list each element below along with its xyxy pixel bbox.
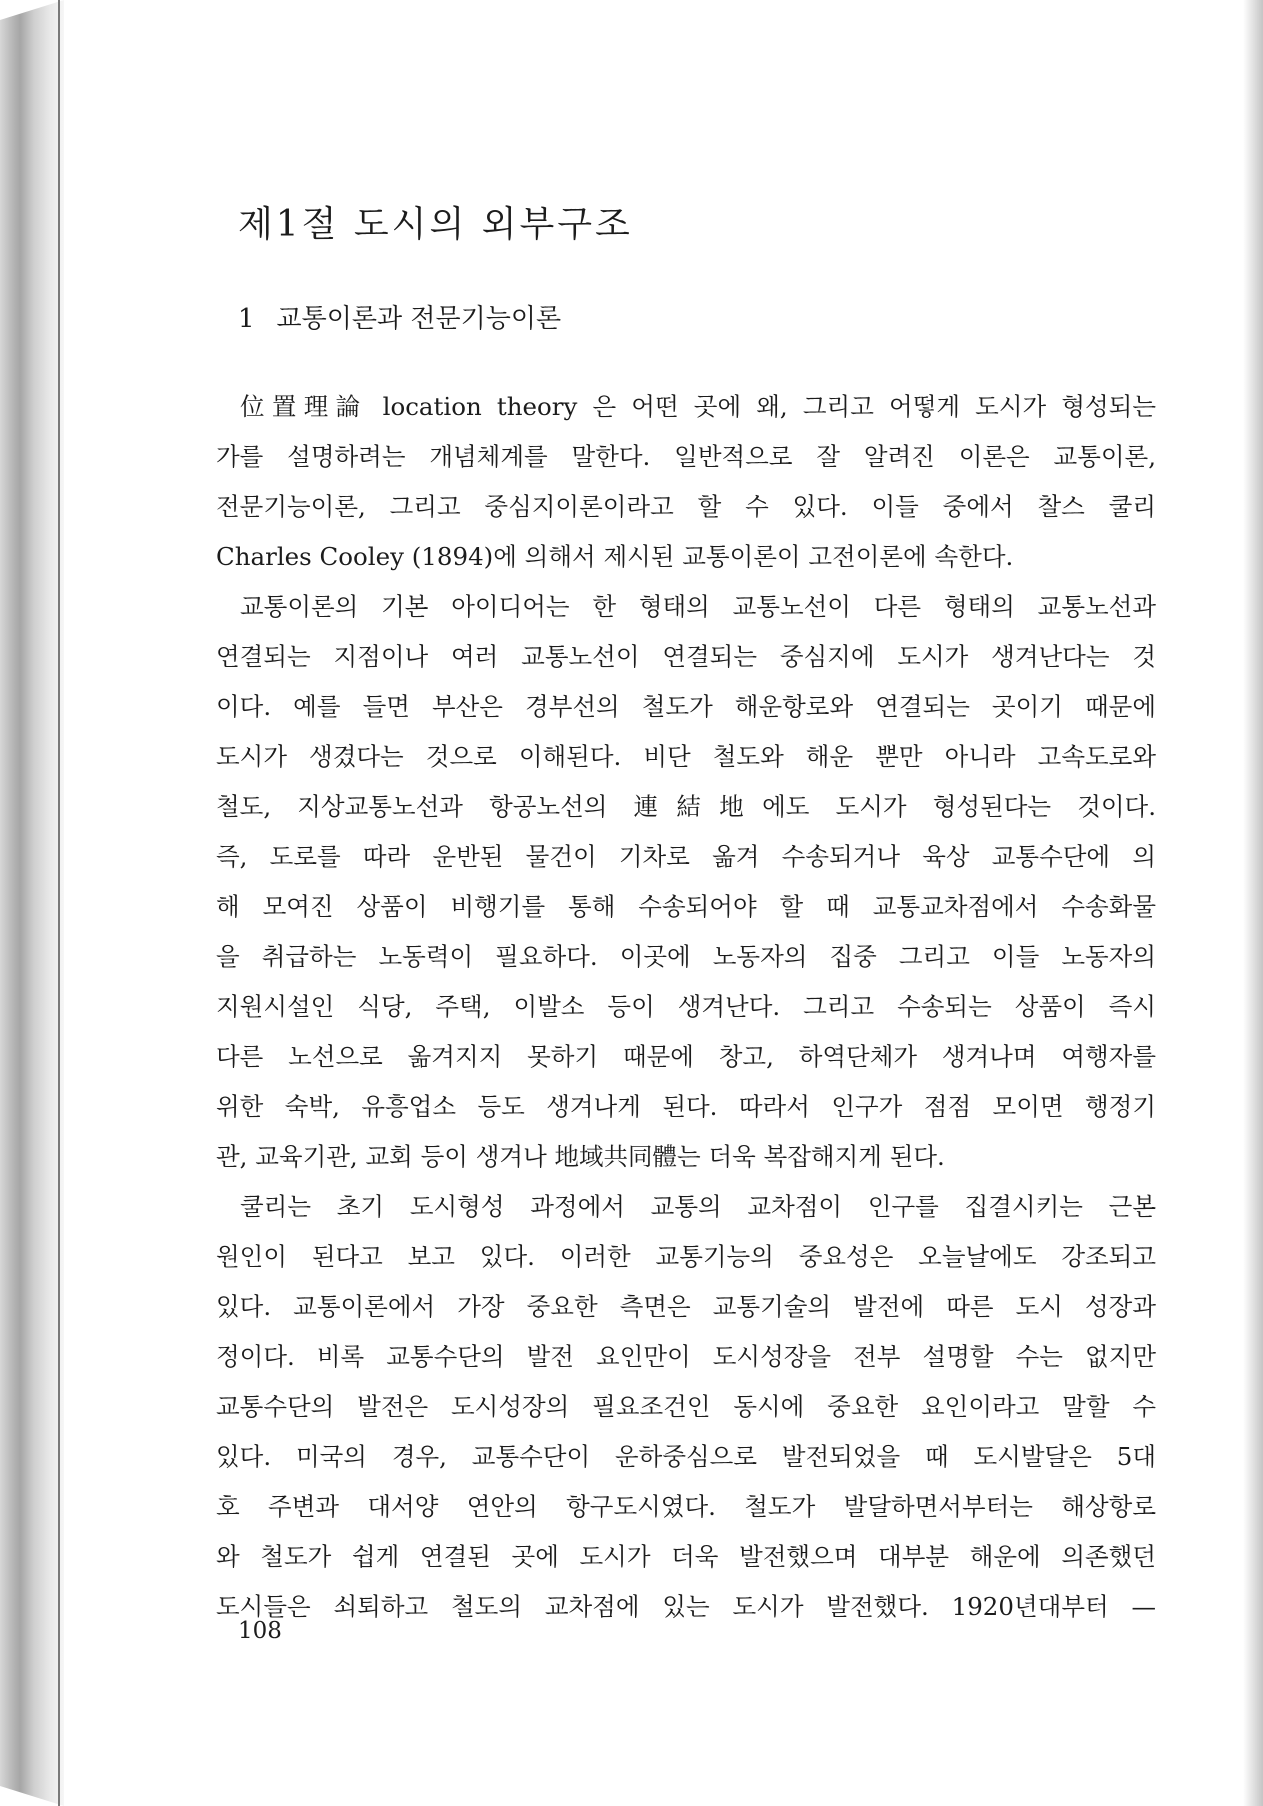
text-line: 와 철도가 쉽게 연결된 곳에 도시가 더욱 발전했으며 대부분 해운에 의존했던 [216, 1542, 1156, 1571]
text-line: 位置理論 location theory 은 어떤 곳에 왜, 그리고 어떻게 도시가 형성되는 [240, 392, 1156, 421]
text-line: 있다. 교통이론에서 가장 중요한 측면은 교통기술의 발전에 따른 도시 성장과 [216, 1292, 1156, 1321]
text-line: 도시가 생겼다는 것으로 이해된다. 비단 철도와 해운 뿐만 아니라 고속도로와 [216, 742, 1156, 771]
section-number: 1 [238, 304, 255, 334]
text-line: 원인이 된다고 보고 있다. 이러한 교통기능의 중요성은 오늘날에도 강조되고 [216, 1242, 1156, 1271]
text-line: 다른 노선으로 옮겨지지 못하기 때문에 창고, 하역단체가 생겨나며 여행자를 [216, 1042, 1156, 1071]
body-text [216, 382, 1156, 1632]
text-line: 있다. 미국의 경우, 교통수단이 운하중심으로 발전되었을 때 도시발달은 5대 [216, 1442, 1156, 1471]
section-heading [238, 298, 561, 335]
section-title: 교통이론과 전문기능이론 [276, 304, 562, 334]
text-line: 관, 교육기관, 교회 등이 생겨나 地域共同體는 더욱 복잡해지게 된다. [216, 1142, 945, 1171]
text-line: 호 주변과 대서양 연안의 항구도시였다. 철도가 발달하면서부터는 해상항로 [216, 1492, 1156, 1521]
text-line: 철도, 지상교통노선과 항공노선의 連結地에도 도시가 형성된다는 것이다. [216, 792, 1156, 821]
text-line: 교통수단의 발전은 도시성장의 필요조건인 동시에 중요한 요인이라고 말할 수 [216, 1392, 1156, 1421]
page-edge-line [58, 0, 60, 1806]
page-number: 108 [238, 1618, 282, 1644]
text-line: 즉, 도로를 따라 운반된 물건이 기차로 옮겨 수송되거나 육상 교통수단에 의 [216, 842, 1156, 871]
text-line: Charles Cooley (1894)에 의해서 제시된 교통이론이 고전이론에 속한다. [216, 542, 1014, 571]
text-line: 쿨리는 초기 도시형성 과정에서 교통의 교차점이 인구를 집결시키는 근본 [240, 1192, 1156, 1221]
book-spine-edge [0, 0, 64, 1806]
text-line: 가를 설명하려는 개념체계를 말한다. 일반적으로 잘 알려진 이론은 교통이론, [216, 442, 1156, 471]
page-right-shadow [1243, 0, 1263, 1806]
text-line: 해 모여진 상품이 비행기를 통해 수송되어야 할 때 교통교차점에서 수송화물 [216, 892, 1156, 921]
text-line: 도시들은 쇠퇴하고 철도의 교차점에 있는 도시가 발전했다. 1920년대부터 — [216, 1592, 1156, 1621]
chapter-title: 제1절 도시의 외부구조 [238, 204, 633, 245]
text-line: 교통이론의 기본 아이디어는 한 형태의 교통노선이 다른 형태의 교통노선과 [240, 592, 1156, 621]
book-page [64, 0, 1243, 1806]
text-line: 연결되는 지점이나 여러 교통노선이 연결되는 중심지에 도시가 생겨난다는 것 [216, 642, 1156, 671]
text-line: 전문기능이론, 그리고 중심지이론이라고 할 수 있다. 이들 중에서 찰스 쿨리 [216, 492, 1156, 521]
text-line: 지원시설인 식당, 주택, 이발소 등이 생겨난다. 그리고 수송되는 상품이 즉시 [216, 992, 1156, 1021]
text-line: 위한 숙박, 유흥업소 등도 생겨나게 된다. 따라서 인구가 점점 모이면 행정기 [216, 1092, 1156, 1121]
text-line: 정이다. 비록 교통수단의 발전 요인만이 도시성장을 전부 설명할 수는 없지만 [216, 1342, 1156, 1371]
text-line: 을 취급하는 노동력이 필요하다. 이곳에 노동자의 집중 그리고 이들 노동자의 [216, 942, 1156, 971]
text-line: 이다. 예를 들면 부산은 경부선의 철도가 해운항로와 연결되는 곳이기 때문에 [216, 692, 1156, 721]
